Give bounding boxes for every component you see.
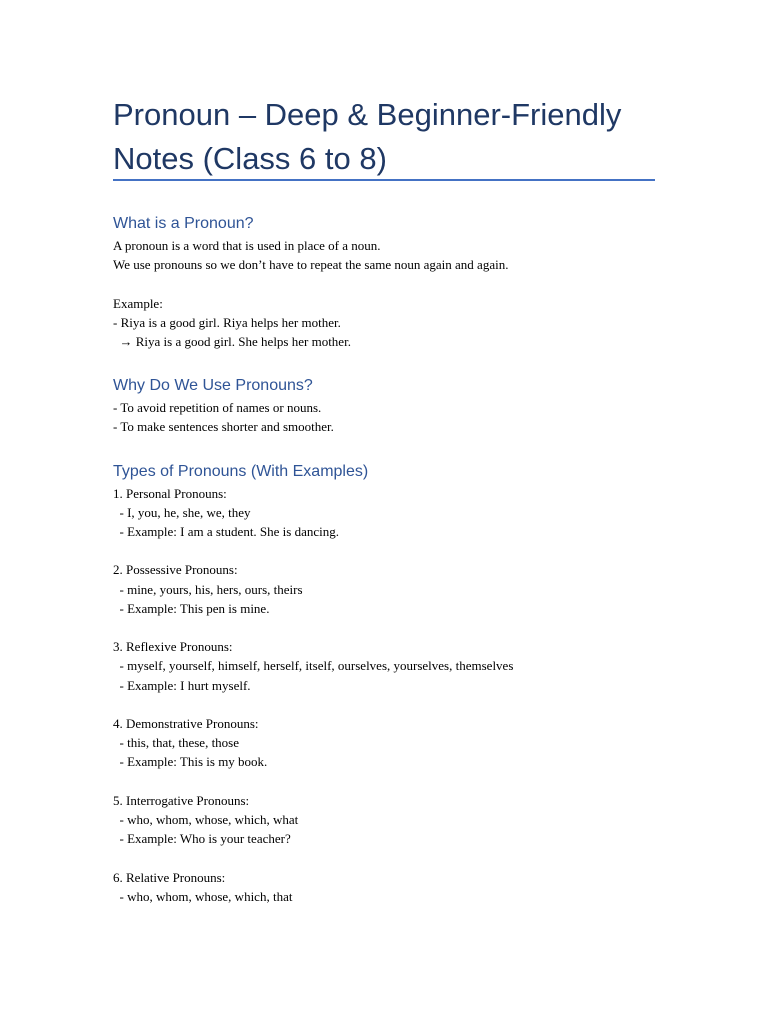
pronoun-type-words: - I, you, he, she, we, they [113, 504, 251, 520]
title-underline-rule [113, 179, 655, 181]
pronoun-type-item [113, 868, 673, 906]
pronoun-type-example: - Example: This is my book. [113, 754, 268, 770]
pronoun-type-title: 5. Interrogative Pronouns: [113, 792, 250, 808]
pronoun-type-example: - Example: This pen is mine. [113, 600, 270, 616]
paragraph-spacer [113, 695, 673, 714]
example-label: Example: [113, 295, 163, 311]
pronoun-type-item [113, 637, 673, 695]
pronoun-type-title: 4. Demonstrative Pronouns: [113, 716, 259, 731]
document-body [113, 212, 673, 906]
pronoun-type-words: - who, whom, whose, which, that [113, 888, 293, 904]
reason-line: - To make sentences shorter and smoother. [113, 419, 334, 435]
section-why-use-pronouns [113, 374, 673, 436]
pronoun-type-item [113, 714, 673, 772]
pronoun-type-item [113, 484, 673, 542]
section-what-is-a-pronoun [113, 212, 673, 351]
pronoun-type-title: 2. Possessive Pronouns: [113, 562, 238, 578]
definition-line: We use pronouns so we don’t have to repeat the same noun again and again. [113, 257, 509, 273]
example-line: - Riya is a good girl. Riya helps her mother. [113, 314, 341, 330]
pronoun-type-words: - who, whom, whose, which, what [113, 812, 299, 827]
document-title: Pronoun – Deep & Beginner-Friendly Notes (Class 6 to 8) [113, 97, 622, 176]
pronoun-type-example: - Example: I hurt myself. [113, 677, 251, 693]
section-heading: What is a Pronoun? [113, 215, 254, 232]
pronoun-type-title: 3. Reflexive Pronouns: [113, 639, 233, 655]
pronoun-type-item [113, 791, 673, 849]
paragraph-spacer [113, 274, 673, 293]
pronoun-type-words: - this, that, these, those [113, 735, 240, 751]
paragraph-spacer [113, 848, 673, 867]
section-types-of-pronouns [113, 460, 673, 906]
pronoun-type-words: - mine, yours, his, hers, ours, theirs [113, 581, 303, 597]
pronoun-type-example: - Example: I am a student. She is dancing. [113, 524, 340, 540]
section-heading: Why Do We Use Pronouns? [113, 377, 313, 395]
pronoun-type-words: - myself, yourself, himself, herself, itself, ourselves, yourselves, themselves [113, 658, 514, 674]
paragraph-spacer [113, 772, 673, 791]
example-line: → Riya is a good girl. She helps her mother. [113, 334, 351, 349]
definition-line: A pronoun is a word that is used in place of a noun. [113, 238, 381, 253]
pronoun-type-example: - Example: Who is your teacher? [113, 831, 291, 847]
section-heading: Types of Pronouns (With Examples) [113, 462, 369, 480]
paragraph-spacer [113, 618, 673, 637]
pronoun-type-title: 6. Relative Pronouns: [113, 869, 226, 885]
pronoun-type-item [113, 560, 673, 618]
pronoun-type-title: 1. Personal Pronouns: [113, 485, 227, 501]
reason-line: - To avoid repetition of names or nouns. [113, 400, 322, 416]
paragraph-spacer [113, 541, 673, 560]
